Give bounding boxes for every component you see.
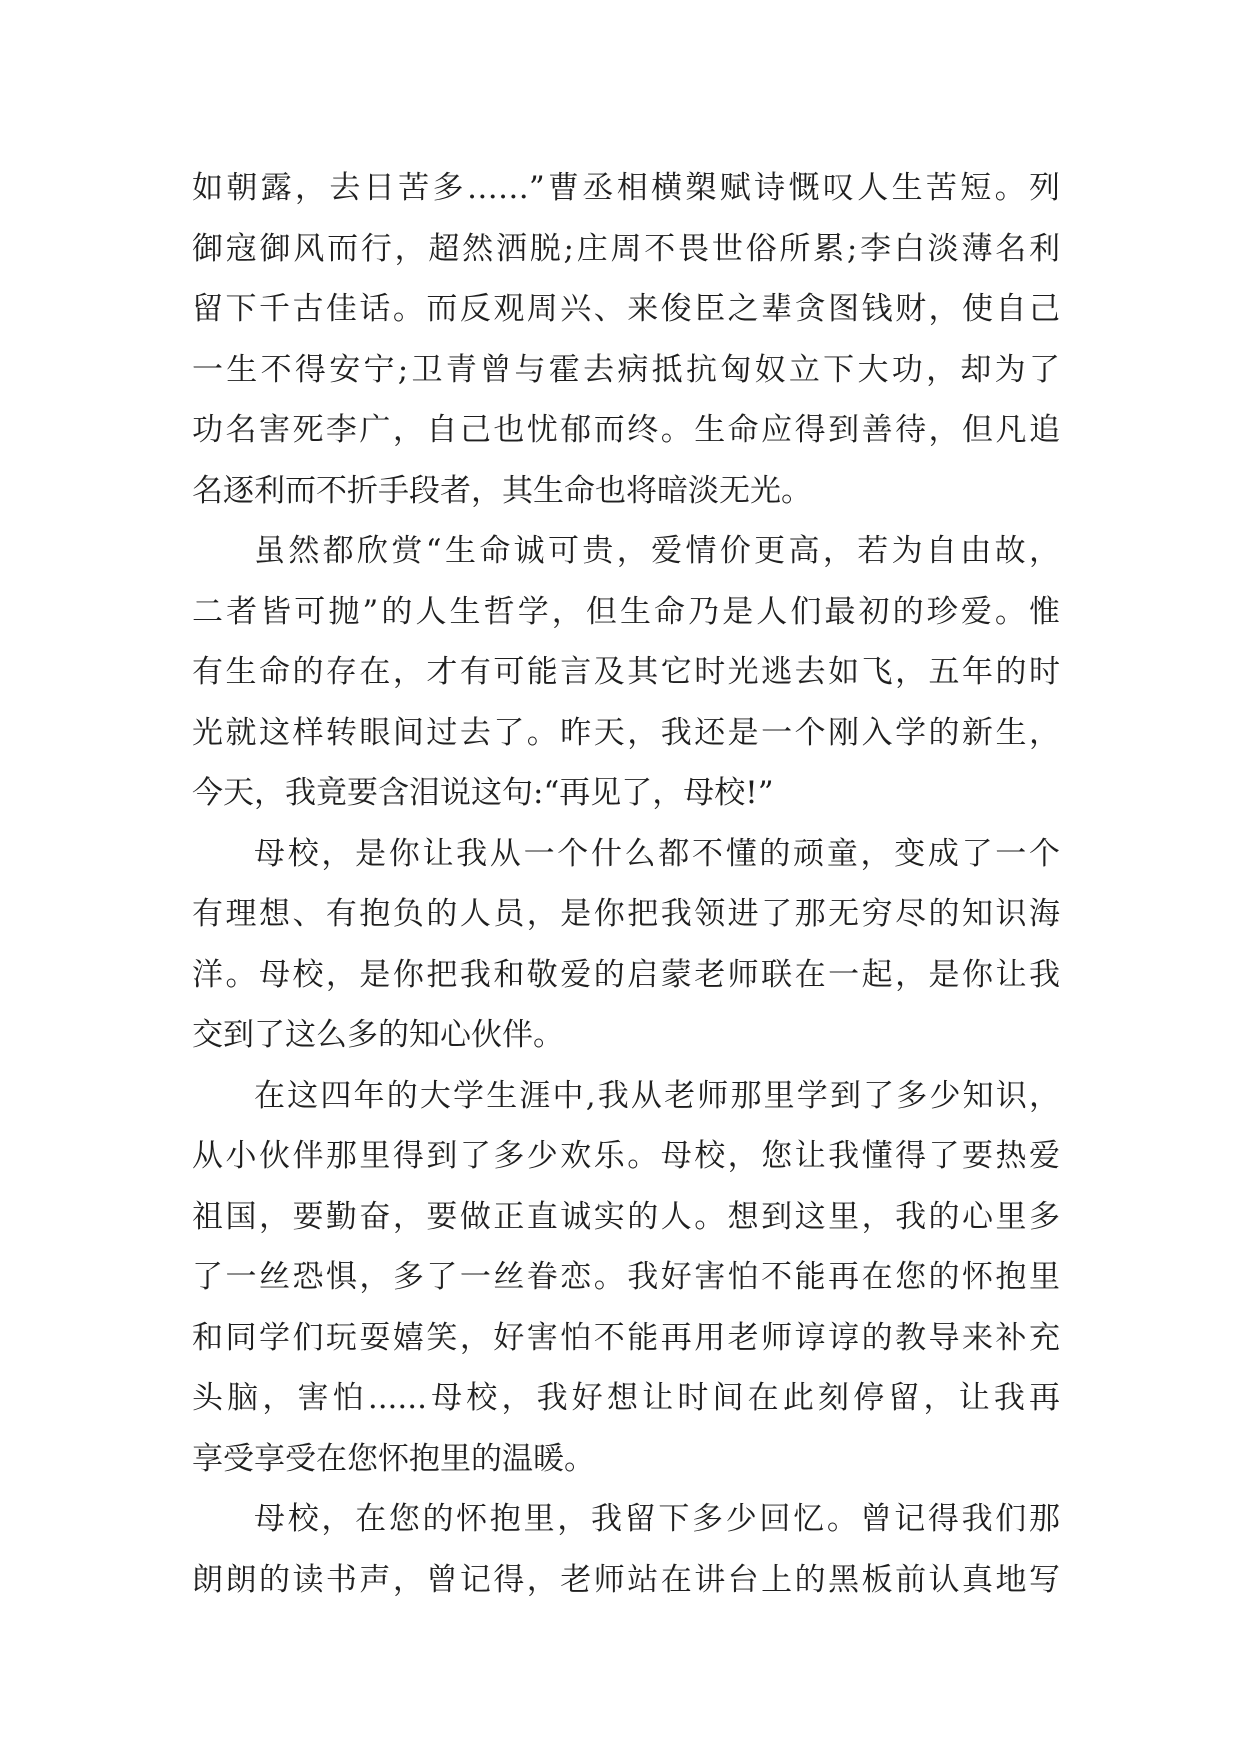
text-line: 和同学们玩耍嬉笑，好害怕不能再用老师谆谆的教导来补充 [192,1319,1060,1356]
paragraph-1 [192,158,1060,521]
text-line: 有生命的存在，才有可能言及其它时光逃去如飞，五年的时 [192,654,1060,690]
paragraph-4 [192,1066,1060,1490]
text-line: 留下千古佳话。而反观周兴、来俊臣之辈贪图钱财，使自己 [192,291,1060,327]
text-line: 在这四年的大学生涯中,我从老师那里学到了多少知识， [254,1077,1060,1114]
text-line: 名逐利而不折手段者，其生命也将暗淡无光。 [192,472,812,509]
paragraph-2 [192,521,1060,824]
text-line: 从小伙伴那里得到了多少欢乐。母校，您让我懂得了要热爱 [192,1138,1060,1174]
text-line: 一生不得安宁;卫青曾与霍去病抵抗匈奴立下大功，却为了 [192,351,1060,388]
paragraph-5 [192,1489,1060,1610]
text-line: 头脑，害怕......母校，我好想让时间在此刻停留，让我再 [192,1380,1060,1416]
text-line: 如朝露，去日苦多……”曹丞相横槊赋诗慨叹人生苦短。列 [192,170,1060,206]
text-line: 今天，我竟要含泪说这句:“再见了，母校!” [192,775,774,811]
text-line: 母校，在您的怀抱里，我留下多少回忆。曾记得我们那 [254,1501,1060,1537]
text-line: 光就这样转眼间过去了。昨天，我还是一个刚入学的新生， [192,714,1060,751]
text-line: 有理想、有抱负的人员，是你把我领进了那无穷尽的知识海 [192,896,1060,932]
text-line: 虽然都欣赏“生命诚可贵，爱情价更高，若为自由故， [254,533,1060,569]
text-line: 御寇御风而行，超然洒脱;庄周不畏世俗所累;李白淡薄名利 [192,230,1060,267]
text-line: 功名害死李广，自己也忧郁而终。生命应得到善待，但凡追 [192,412,1060,448]
text-line: 祖国，要勤奋，要做正直诚实的人。想到这里，我的心里多 [192,1198,1060,1235]
document-body [192,158,1060,1610]
text-line: 洋。母校，是你把我和敬爱的启蒙老师联在一起，是你让我 [192,956,1060,993]
text-line: 母校，是你让我从一个什么都不懂的顽童，变成了一个 [254,835,1060,872]
text-line: 交到了这么多的知心伙伴。 [192,1017,564,1053]
paragraph-3 [192,824,1060,1066]
text-line: 了一丝恐惧，多了一丝眷恋。我好害怕不能再在您的怀抱里 [192,1259,1060,1295]
text-line: 朗朗的读书声，曾记得，老师站在讲台上的黑板前认真地写 [192,1561,1060,1598]
text-line: 享受享受在您怀抱里的温暖。 [192,1440,595,1477]
text-line: 二者皆可抛”的人生哲学，但生命乃是人们最初的珍爱。惟 [192,593,1060,630]
